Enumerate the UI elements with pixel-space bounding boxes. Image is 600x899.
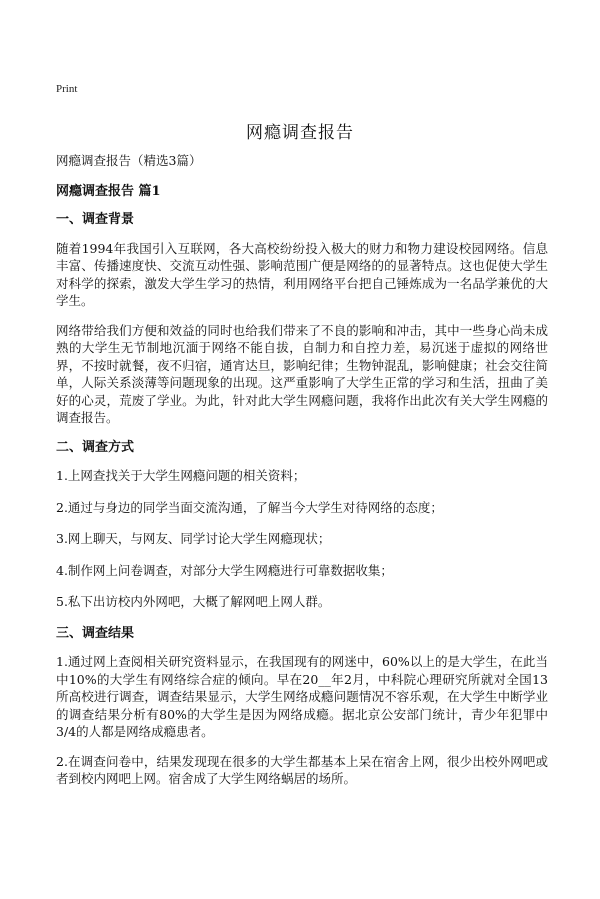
method-item-3: 3.网上聊天，与网友、同学讨论大学生网瘾现状；	[56, 531, 331, 546]
results-paragraph-2: 2.在调查问卷中，结果发现现在很多的大学生都基本上呆在宿舍上网，很少出校外网吧或者到校内网吧上网。宿舍成了大学生网络蜗居的场所。	[56, 753, 548, 786]
section-heading-results: 三、调查结果	[56, 625, 135, 641]
results-paragraph-1: 1.通过网上查阅相关研究资料显示，在我国现有的网迷中，60%以上的是大学生，在此当中10%的大学生有网络综合症的倾向。早在20__年2月，中科院心理研究所就对全国13所高校进行调查，调查结果显示，大学生网络成瘾问题情况不容乐观，在大学生中断学业的调查结果分析有80%的大学生是因为网络成瘾。据北京公安部门统计，青少年犯罪中3/4的人都是网络成瘾患者。	[56, 654, 548, 739]
article-heading: 网瘾调查报告 篇1	[56, 183, 161, 199]
background-paragraph-2: 网络带给我们方便和效益的同时也给我们带来了不良的影响和冲击，其中一些身心尚未成熟的大学生无节制地沉湎于网络不能自拔，自制力和自控力差，易沉迷于虚拟的网络世界，不按时就餐，夜不归宿，通宵达旦，影响纪律；生物钟混乱，影响健康；社会交往简单，人际关系淡薄等问题现象的出现。这严重影响了大学生正常的学习和生活，扭曲了美好的心灵，荒废了学业。为此，针对此大学生网瘾问题，我将作出此次有关大学生网瘾的调查报告。	[56, 322, 548, 425]
section-heading-method: 二、调查方式	[56, 439, 135, 455]
document-body	[56, 152, 548, 800]
print-label: Print	[56, 83, 78, 95]
background-paragraph-1: 随着1994年我国引入互联网，各大高校纷纷投入极大的财力和物力建设校园网络。信息丰富、传播速度快、交流互动性强、影响范围广便是网络的的显著特点。这也促使大学生对科学的探索，激发大学生学习的热情，利用网络平台把自己锤炼成为一名品学兼优的大学生。	[56, 240, 548, 308]
section-heading-background: 一、调查背景	[56, 212, 135, 227]
method-item-2: 2.通过与身边的同学当面交流沟通，了解当今大学生对待网络的态度；	[56, 499, 443, 515]
method-item-4: 4.制作网上问卷调查，对部分大学生网瘾进行可靠数据收集；	[56, 562, 393, 578]
document-subtitle: 网瘾调查报告（精选3篇）	[56, 153, 202, 168]
method-item-5: 5.私下出访校内外网吧，大概了解网吧上网人群。	[56, 594, 331, 609]
method-item-1: 1.上网查找关于大学生网瘾问题的相关资料；	[56, 468, 306, 483]
document-title: 网瘾调查报告	[246, 123, 354, 143]
